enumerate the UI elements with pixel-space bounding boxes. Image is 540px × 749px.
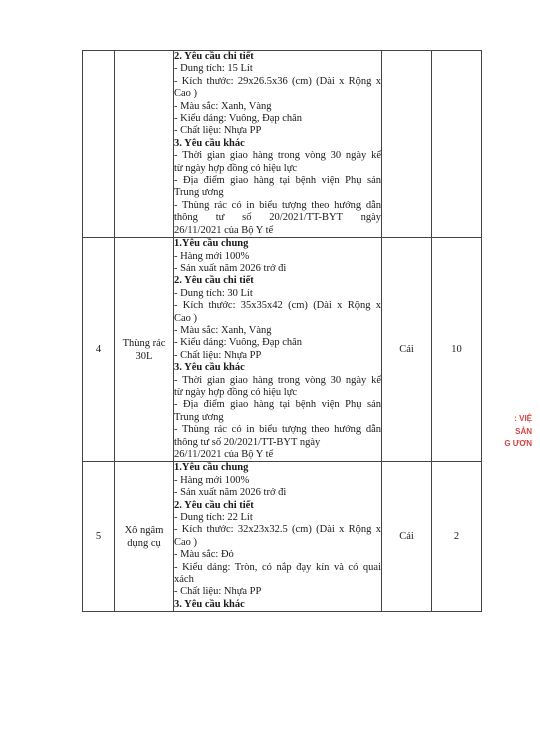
- spec-line: - Hàng mới 100%: [174, 250, 250, 262]
- stamp-text-line: SẢN: [515, 427, 532, 436]
- spec-line: - Màu sắc: Đỏ: [174, 549, 234, 561]
- spec-line: - Địa điểm giao hàng tại bệnh viện Phụ sản: [174, 175, 381, 187]
- spec-line: - Dung tích: 30 Lít: [174, 287, 253, 299]
- specification-cell: [174, 51, 382, 238]
- spec-section-heading: 1.Yêu cầu chung: [174, 462, 249, 474]
- spec-line: từ ngày hợp đồng có hiệu lực: [174, 162, 298, 174]
- spec-section-heading: 3. Yêu cầu khác: [174, 137, 245, 149]
- spec-section-heading: 2. Yêu cầu chi tiết: [174, 499, 254, 511]
- item-name-cell: [115, 51, 174, 238]
- item-name-cell: Thùng rác 30L: [115, 238, 174, 462]
- spec-line: - Dung tích: 22 Lít: [174, 512, 253, 524]
- quantity-cell: [432, 51, 482, 238]
- spec-line: - Thùng rác có in biểu tượng theo hướng dẫn: [174, 424, 381, 436]
- spec-line: - Màu sắc: Xanh, Vàng: [174, 100, 272, 112]
- spec-line: 26/11/2021 của Bộ Y tế: [174, 449, 274, 460]
- spec-line: Trung ương: [174, 187, 224, 199]
- row-number-cell: [83, 51, 115, 238]
- red-stamp-seal: [500, 380, 540, 490]
- spec-line: - Thời gian giao hàng trong vòng 30 ngày kể: [174, 150, 381, 162]
- table-row: [83, 462, 482, 612]
- spec-line: - Chất liệu: Nhựa PP: [174, 586, 262, 598]
- spec-line: thông tư số 20/2021/TT-BYT ngày: [174, 436, 321, 448]
- spec-line: Trung ương: [174, 411, 224, 423]
- quantity-cell: 10: [432, 238, 482, 462]
- spec-line: thông tư số 20/2021/TT-BYT ngày: [174, 212, 381, 224]
- spec-line: - Chất liệu: Nhựa PP: [174, 349, 262, 361]
- stamp-text-line: G ƯƠN: [504, 439, 532, 448]
- spec-line: - Địa điểm giao hàng tại bệnh viện Phụ sản: [174, 399, 381, 411]
- table-row: [83, 51, 482, 238]
- spec-line: - Kiểu dáng: Tròn, có nắp đạy kín và có quai: [174, 561, 381, 573]
- spec-section-heading: 2. Yêu cầu chi tiết: [174, 275, 254, 287]
- spec-line: - Màu sắc: Xanh, Vàng: [174, 324, 272, 336]
- row-number-cell: 4: [83, 238, 115, 462]
- spec-line: - Sản xuất năm 2026 trở đi: [174, 262, 287, 274]
- spec-line: Cao ): [174, 536, 198, 548]
- spec-line: - Kích thước: 35x35x42 (cm) (Dài x Rộng x: [174, 300, 381, 312]
- table-row: [83, 238, 482, 462]
- spec-line: Cao ): [174, 312, 198, 324]
- specification-table: [82, 50, 482, 612]
- spec-line: - Chất liệu: Nhựa PP: [174, 125, 262, 137]
- item-name-cell: Xô ngâm dụng cụ: [115, 462, 174, 612]
- spec-line: 26/11/2021 của Bộ Y tế: [174, 224, 274, 236]
- spec-line: - Kích thước: 29x26.5x36 (cm) (Dài x Rộng x: [174, 75, 381, 87]
- unit-cell: Cái: [382, 238, 432, 462]
- specification-cell: [174, 462, 382, 612]
- spec-section-heading: 2. Yêu cầu chi tiết: [174, 51, 254, 62]
- spec-line: - Dung tích: 15 Lít: [174, 63, 253, 75]
- spec-line: - Kiểu dáng: Vuông, Đạp chân: [174, 337, 303, 349]
- unit-cell: [382, 51, 432, 238]
- spec-section-heading: 1.Yêu cầu chung: [174, 238, 249, 250]
- specification-cell: [174, 238, 382, 462]
- row-number-cell: 5: [83, 462, 115, 612]
- quantity-cell: 2: [432, 462, 482, 612]
- spec-line: - Hàng mới 100%: [174, 474, 250, 486]
- spec-section-heading: 3. Yêu cầu khác: [174, 362, 245, 374]
- spec-line: - Thời gian giao hàng trong vòng 30 ngày kể: [174, 374, 381, 386]
- spec-line: - Kích thước: 32x23x32.5 (cm) (Dài x Rộng x: [174, 524, 381, 536]
- unit-cell: Cái: [382, 462, 432, 612]
- spec-section-heading: 3. Yêu cầu khác: [174, 598, 245, 610]
- specification-table-body: [83, 51, 482, 612]
- spec-line: xách: [174, 574, 194, 586]
- stamp-text-line: : VIỆ: [514, 414, 532, 423]
- spec-line: Cao ): [174, 88, 198, 100]
- spec-line: từ ngày hợp đồng có hiệu lực: [174, 386, 298, 398]
- spec-line: - Thùng rác có in biểu tượng theo hướng dẫn: [174, 199, 381, 211]
- spec-line: - Kiểu dáng: Vuông, Đạp chân: [174, 113, 303, 125]
- spec-line: - Sản xuất năm 2026 trở đi: [174, 487, 287, 499]
